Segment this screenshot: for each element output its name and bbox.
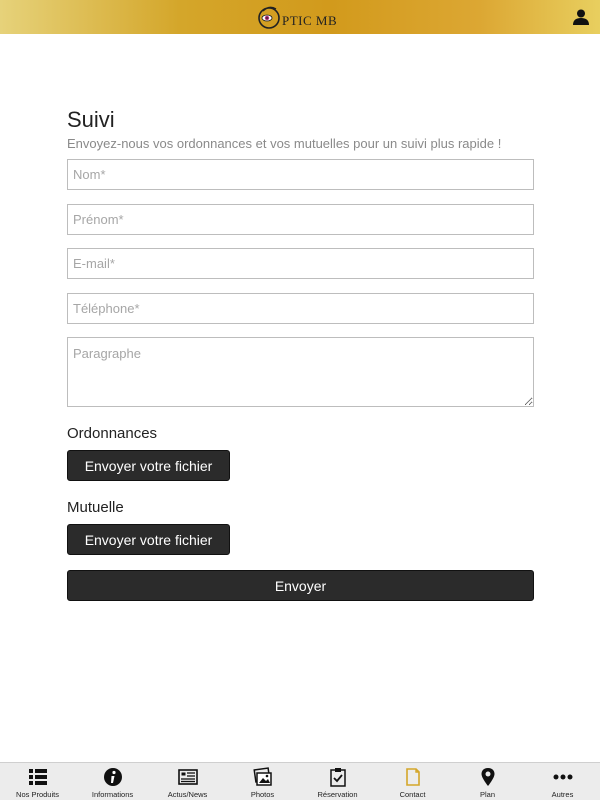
page-title: Suivi <box>67 107 115 132</box>
form-header <box>67 106 534 153</box>
tab-informations[interactable] <box>75 763 150 800</box>
bottom-tab-bar <box>0 762 600 800</box>
list-icon <box>28 767 48 787</box>
map-pin-icon <box>478 767 498 787</box>
info-icon <box>103 767 123 787</box>
tab-actus-news[interactable] <box>150 763 225 800</box>
tab-nos-produits[interactable] <box>0 763 75 800</box>
photos-icon <box>253 767 273 787</box>
ordonnances-label: Ordonnances <box>67 425 158 442</box>
tab-reservation[interactable] <box>300 763 375 800</box>
email-field[interactable] <box>67 248 534 279</box>
page-subtitle: Envoyez-nous vos ordonnances et vos mutuelles pour un suivi plus rapide ! <box>67 136 502 151</box>
logo-eye-icon <box>256 3 284 31</box>
mutuelle-upload-button[interactable]: Envoyer votre fichier <box>67 524 230 555</box>
reservation-icon <box>328 767 348 787</box>
tab-label: Contact <box>399 790 426 799</box>
telephone-field[interactable] <box>67 293 534 324</box>
tab-label: Photos <box>250 790 275 799</box>
tab-label: Informations <box>91 790 134 799</box>
contact-icon <box>403 767 423 787</box>
prenom-field[interactable] <box>67 204 534 235</box>
user-icon[interactable] <box>572 8 590 26</box>
tab-photos[interactable] <box>225 763 300 800</box>
header-bar <box>0 0 600 34</box>
tab-label: Actus/News <box>167 790 208 799</box>
more-icon <box>553 767 573 787</box>
tab-autres[interactable] <box>525 763 600 800</box>
tab-contact[interactable] <box>375 763 450 800</box>
tab-label: Réservation <box>317 790 358 799</box>
logo <box>256 3 337 31</box>
tab-label: Nos Produits <box>16 790 59 799</box>
submit-button[interactable]: Envoyer <box>67 570 534 601</box>
tab-plan[interactable] <box>450 763 525 800</box>
nom-field[interactable] <box>67 159 534 190</box>
logo-text: PTIC MB <box>282 13 338 28</box>
ordonnances-upload-button[interactable]: Envoyer votre fichier <box>67 450 230 481</box>
mutuelle-label: Mutuelle <box>67 499 124 516</box>
tab-label: Autres <box>551 790 574 799</box>
tab-label: Plan <box>479 790 495 799</box>
news-icon <box>178 767 198 787</box>
paragraphe-field[interactable] <box>67 337 534 407</box>
